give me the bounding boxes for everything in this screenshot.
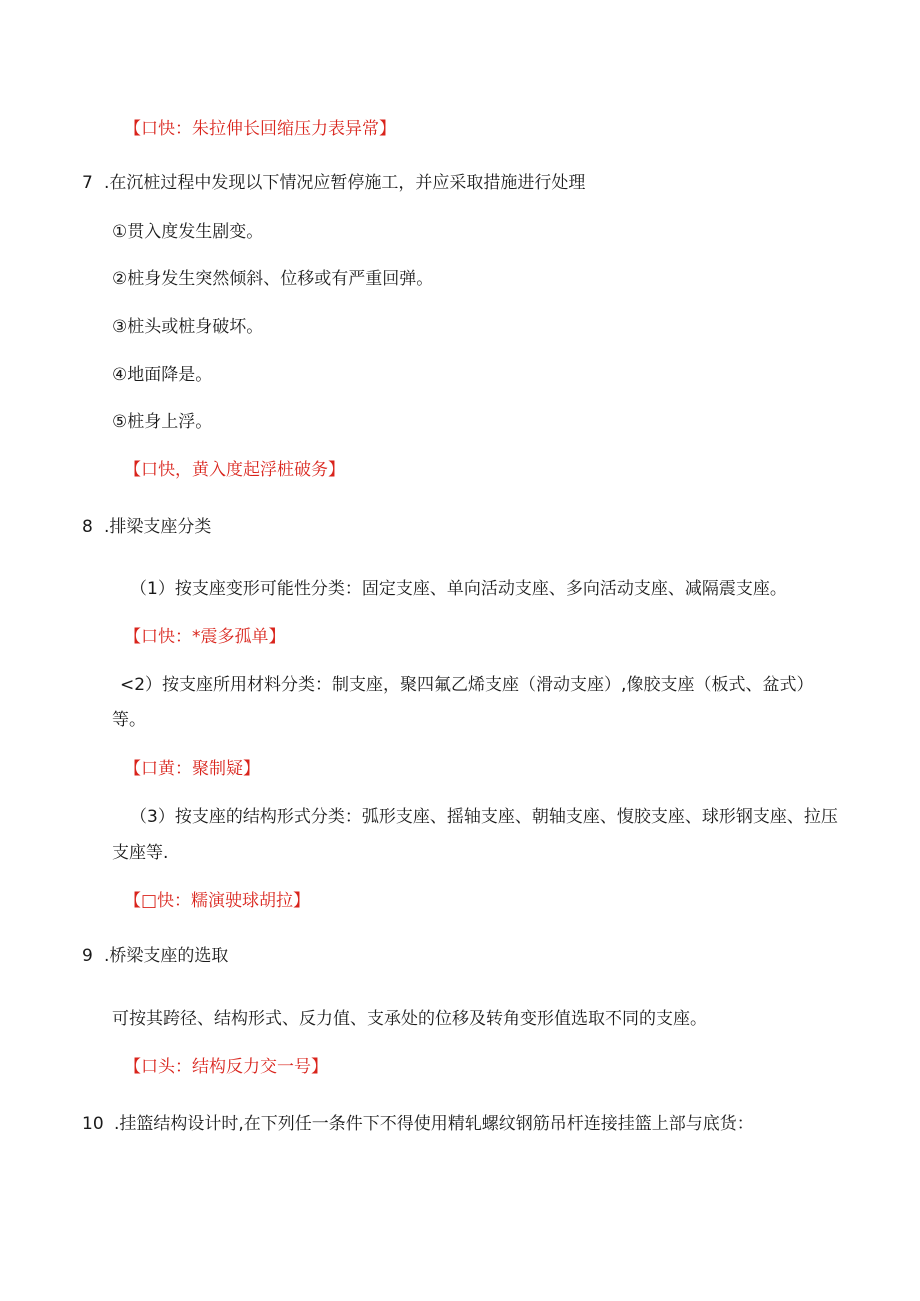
question-7-item-4: ④地面降是。 <box>112 365 213 385</box>
question-10-title: .挂篮结构设计时,在下列任一条件下不得使用精轧螺纹钢筋吊杆连接挂篮上部与底货： <box>114 1114 754 1134</box>
question-8-title: .排梁支座分类 <box>104 517 212 537</box>
question-8-para-1: （1）按支座变形可能性分类：固定支座、单向活动支座、多向活动支座、减隔震支座。 <box>130 579 787 599</box>
question-7-title: .在沉桩过程中发现以下情况应暂停施工，并应采取措施进行处理 <box>104 173 586 193</box>
mnemonic-2: 【口快，黄入度起浮桩破务】 <box>124 460 345 480</box>
question-8-para-2-line-2: 等。 <box>112 710 146 730</box>
question-8-para-2-line-1: <2）按支座所用材料分类：制支座，聚四氟乙烯支座（滑动支座）,像胶支座（板式、盆式） <box>120 675 814 695</box>
question-8-para-3-line-2: 支座等. <box>112 843 169 863</box>
mnemonic-3: 【口快：*震多孤单】 <box>124 627 286 647</box>
question-9-title: .桥梁支座的选取 <box>104 946 229 966</box>
mnemonic-1: 【口快：朱拉伸长回缩压力表异常】 <box>124 119 396 139</box>
question-9-para-1: 可按其跨径、结构形式、反力值、支承处的位移及转角变形值选取不同的支座。 <box>112 1009 707 1029</box>
question-7-number: 7 <box>82 173 93 193</box>
question-8-para-3-line-1: （3）按支座的结构形式分类：弧形支座、摇轴支座、朝轴支座、愎胶支座、球形钢支座、拉压 <box>130 807 838 827</box>
question-8-number: 8 <box>82 517 93 537</box>
question-7-item-5: ⑤桩身上浮。 <box>112 412 213 432</box>
question-9-number: 9 <box>82 946 93 966</box>
question-10-number: 10 <box>82 1114 104 1134</box>
mnemonic-4: 【口黄：聚制疑】 <box>124 759 260 779</box>
question-7-item-2: ②桩身发生突然倾斜、位移或有严重回弹。 <box>112 269 434 289</box>
mnemonic-6: 【口头：结构反力交一号】 <box>124 1057 328 1077</box>
mnemonic-5: 【□快：糯演驶球胡拉】 <box>124 891 311 911</box>
question-7-item-3: ③桩头或桩身破坏。 <box>112 317 264 337</box>
question-7-item-1: ①贯入度发生剧变。 <box>112 222 264 242</box>
